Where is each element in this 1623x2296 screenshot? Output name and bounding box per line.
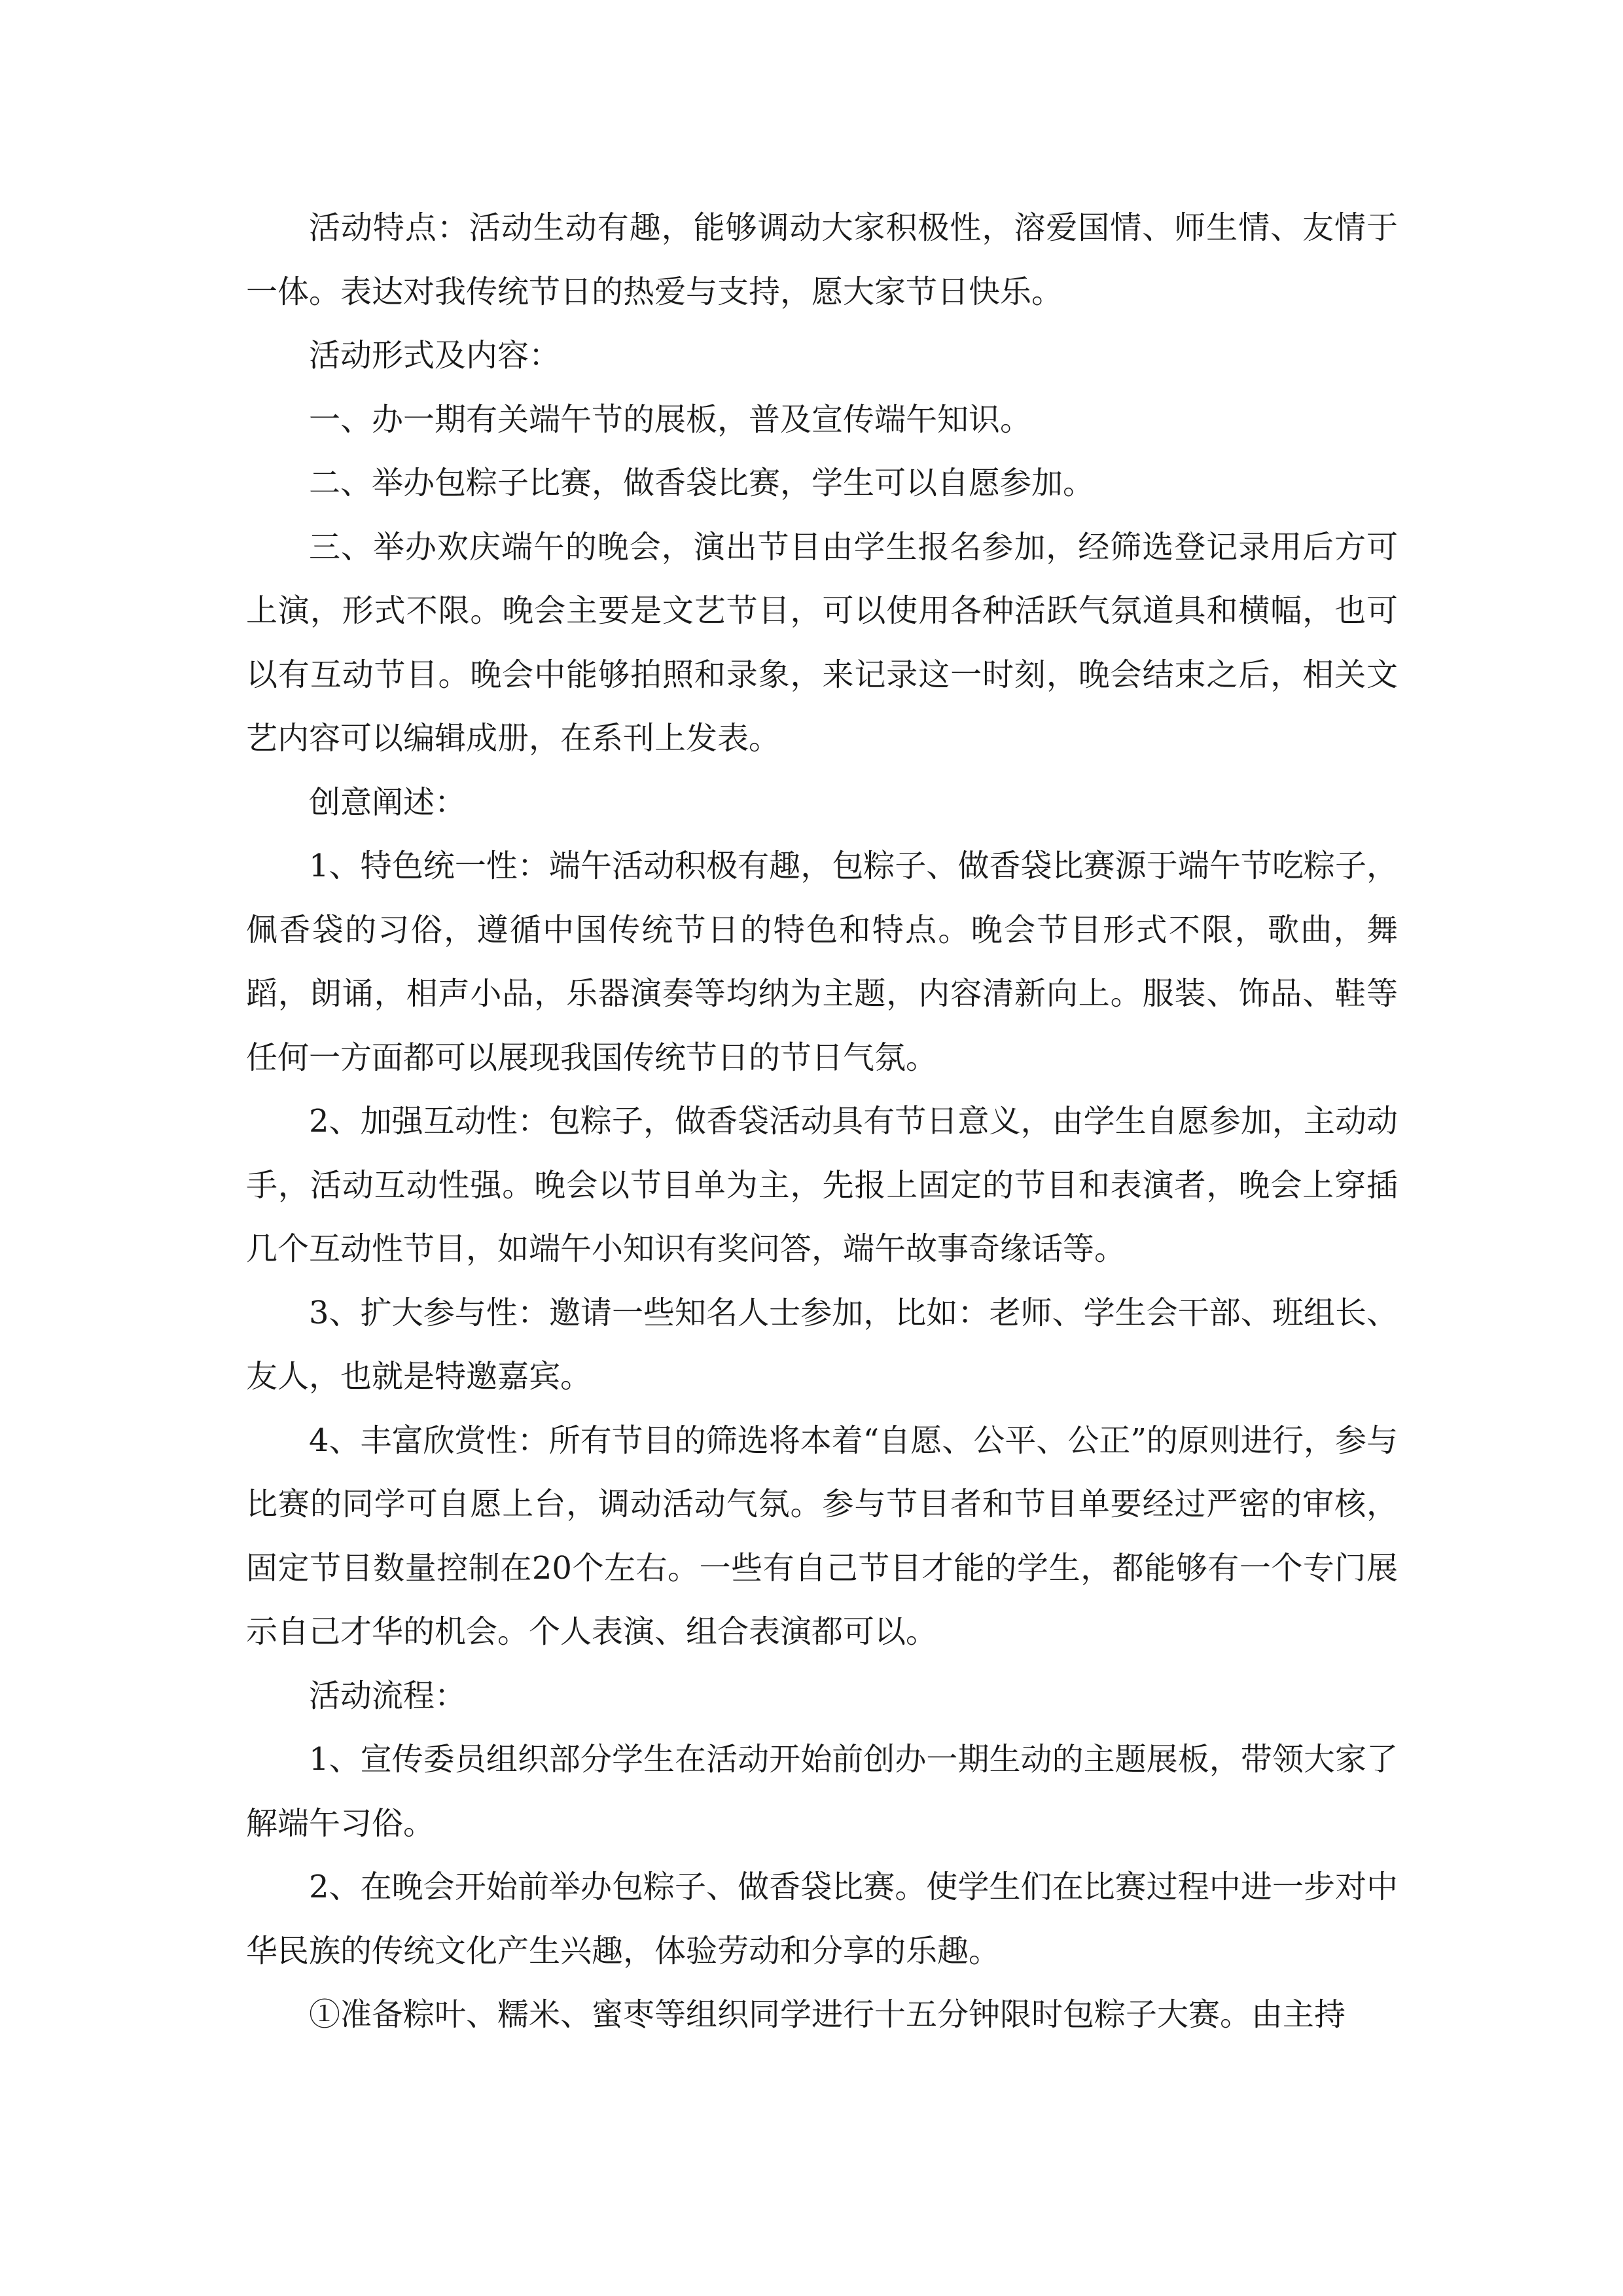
heading-activity-process: 活动流程： (309, 1677, 467, 1714)
paragraph-item-1: 一、办一期有关端午节的展板，普及宣传端午知识。 (309, 401, 1032, 438)
paragraph-process-2: 2、在晚会开始前举办包粽子、做香袋比赛。使学生们在比赛过程中进一步对中华民族的传统文化产生兴趣，体验劳动和分享的乐趣。 (246, 1869, 1398, 1969)
paragraph-process-2-sub-1: ①准备粽叶、糯米、蜜枣等组织同学进行十五分钟限时包粽子大赛。由主持 (309, 1996, 1346, 2033)
paragraph-item-2: 二、举办包粽子比赛，做香袋比赛，学生可以自愿参加。 (309, 465, 1095, 501)
document-body (246, 196, 1398, 2047)
heading-activity-form: 活动形式及内容： (309, 337, 561, 374)
paragraph-creative-1: 1、特色统一性：端午活动积极有趣，包粽子、做香袋比赛源于端午节吃粽子，佩香袋的习俗，遵循中国传统节日的特色和特点。晚会节目形式不限，歌曲，舞蹈，朗诵，相声小品，乐器演奏等均纳为主题，内容清新向上。服装、饰品、鞋等任何一方面都可以展现我国传统节日的节日气氛。 (246, 848, 1398, 1076)
paragraph-creative-3: 3、扩大参与性：邀请一些知名人士参加，比如：老师、学生会干部、班组长、友人，也就是特邀嘉宾。 (246, 1294, 1398, 1395)
paragraph-item-3: 三、举办欢庆端午的晚会，演出节目由学生报名参加，经筛选登记录用后方可上演，形式不限。晚会主要是文艺节目，可以使用各种活跃气氛道具和横幅，也可以有互动节目。晚会中能够拍照和录象，来记录这一时刻，晚会结束之后，相关文艺内容可以编辑成册，在系刊上发表。 (246, 528, 1398, 757)
paragraph-creative-2: 2、加强互动性：包粽子，做香袋活动具有节日意义，由学生自愿参加，主动动手，活动互动性强。晚会以节目单为主，先报上固定的节目和表演者，晚会上穿插几个互动性节目，如端午小知识有奖问答，端午故事奇缘话等。 (246, 1103, 1398, 1267)
paragraph-activity-features: 活动特点：活动生动有趣，能够调动大家积极性，溶爱国情、师生情、友情于一体。表达对我传统节日的热爱与支持，愿大家节日快乐。 (246, 209, 1398, 310)
paragraph-process-1: 1、宣传委员组织部分学生在活动开始前创办一期生动的主题展板，带领大家了解端午习俗。 (246, 1741, 1398, 1842)
heading-creative-explanation: 创意阐述： (309, 783, 467, 821)
paragraph-creative-4: 4、丰富欣赏性：所有节目的筛选将本着“自愿、公平、公正”的原则进行，参与比赛的同学可自愿上台，调动活动气氛。参与节目者和节目单要经过严密的审核，固定节目数量控制在20个左右。一些有自己节目才能的学生，都能够有一个专门展示自己才华的机会。个人表演、组合表演都可以。 (246, 1422, 1398, 1650)
